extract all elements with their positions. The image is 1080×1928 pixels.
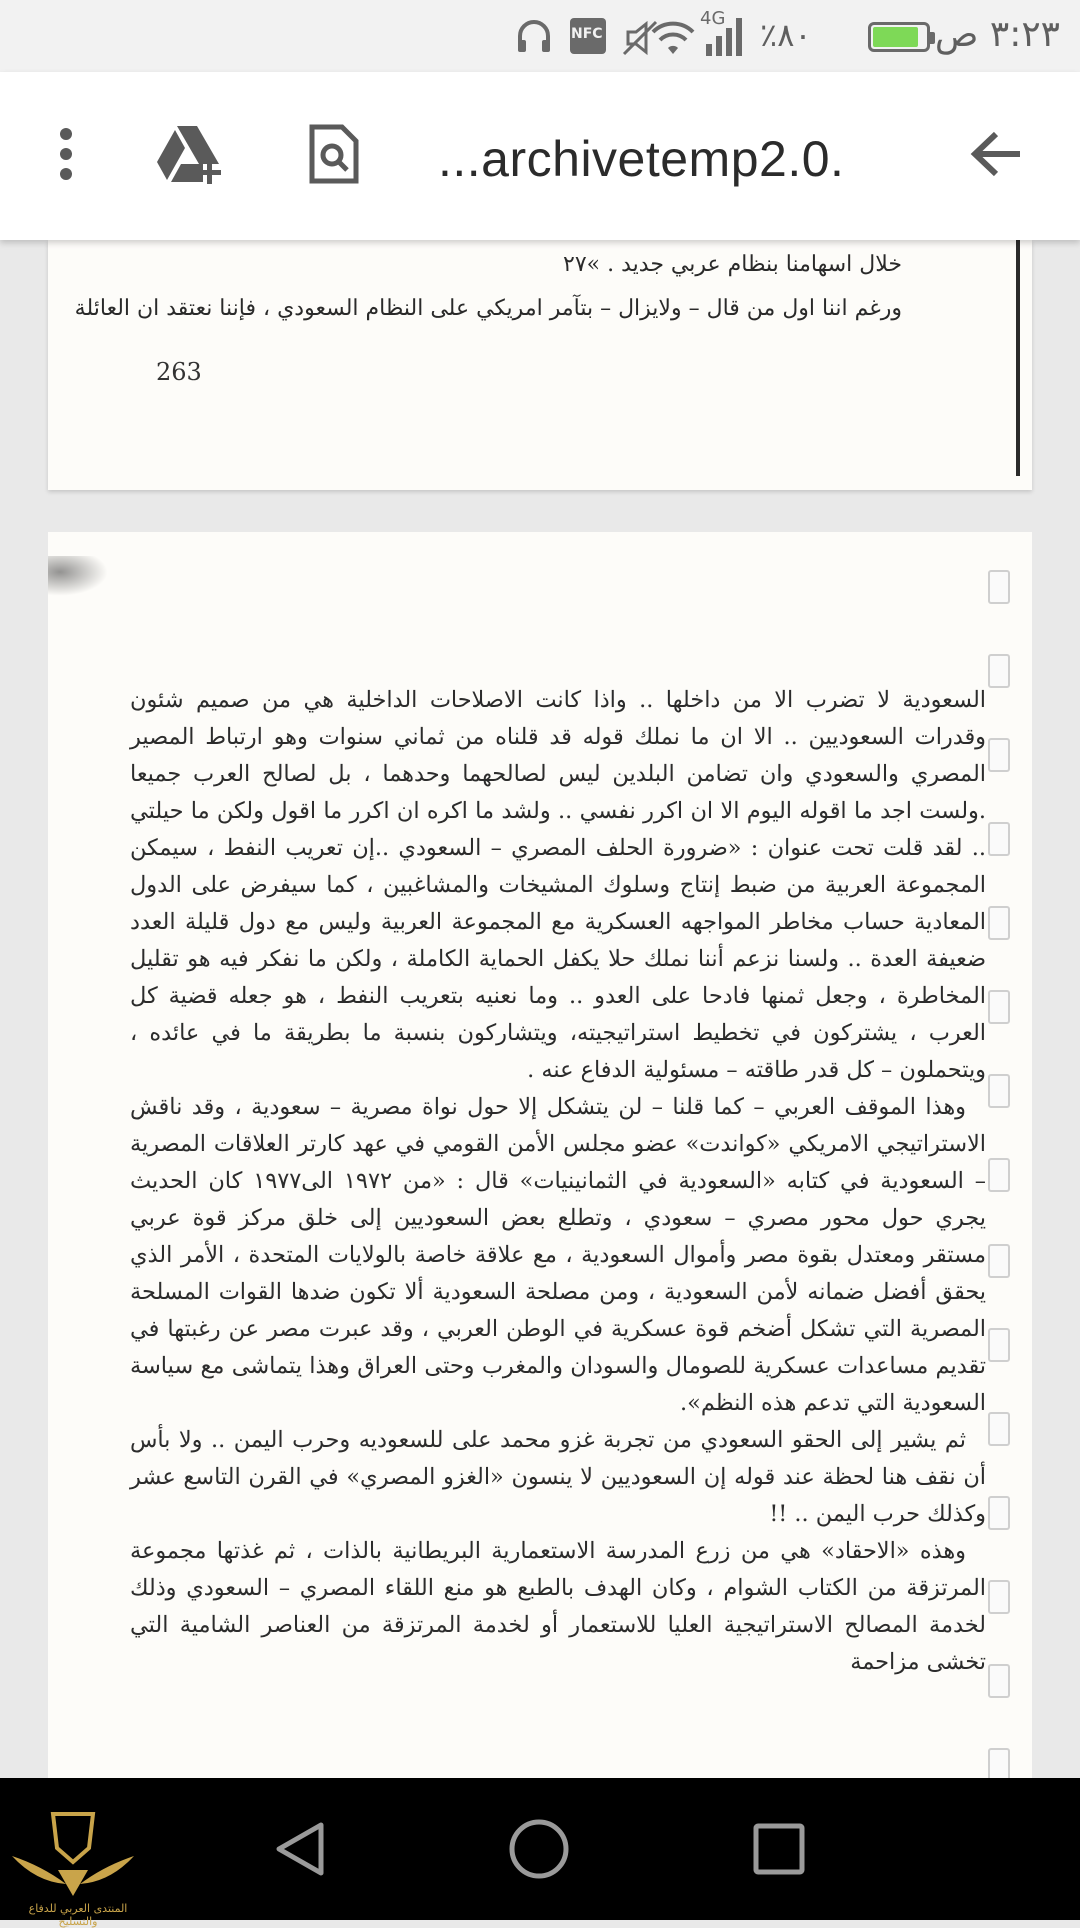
page-text-line: خلال اسهامنا بنظام عربي جديد . »٢٧ [563, 252, 902, 277]
paragraph: وهذه «الاحقاد» هي من زرع المدرسة الاستعمارية البريطانية بالذات ، ثم غذتها مجموعة المرتزقة من الكتاب الشوام ، وكان الهدف بالطبع هو منع اللقاء المصري – السعودي وذلك لخدمة المصالح الاستراتيجية العليا للاستعمار أو لخدمة المرتزقة من العناصر الشامية التي تخشى مزاحمة [130, 1538, 986, 1675]
scan-margin-box [988, 1580, 1010, 1614]
scan-margin-box [988, 1074, 1010, 1108]
signal-icon [700, 8, 752, 62]
scan-margin-box [988, 570, 1010, 604]
system-navigation-bar [0, 1778, 1080, 1920]
find-in-document-button[interactable] [292, 112, 376, 196]
nav-back-button[interactable] [256, 1804, 346, 1894]
headset-icon [514, 16, 554, 60]
back-triangle-icon [271, 1819, 331, 1879]
scan-margin-box [988, 738, 1010, 772]
network-type-label: 4G [700, 8, 726, 29]
page-number: 263 [156, 358, 202, 386]
nfc-label: NFC [571, 26, 603, 42]
scan-margin-box [988, 906, 1010, 940]
paragraph: وهذا الموقف العربي – كما قلنا – لن يتشكل إلا حول نواة مصرية – سعودية ، وقد ناقش الاستراتيجي الامريكي «كواندت» عضو مجلس الأمن القومي في عهد كارتر العلاقات المصرية – السعودية في كتابه «السعودية في الثمانينيات» قال : «من ١٩٧٢ الى١٩٧٧ كان الحديث يجري حول محور مصري – سعودي ، وتطلع بعض السعوديين إلى خلق مركز قوة عربي مستقر ومعتدل بقوة مصر وأموال السعودية ، مع علاقة خاصة بالولايات المتحدة ، الأمر الذي يحقق أفضل ضمانه لأمن السعودية ، ومن مصلحة السعودية ألا تكون ضدها القوات المسلحة المصرية التي تشكل أضخم قوة عسكرية في الوطن العربي ، وقد عبرت مصر عن رغبتها في تقديم مساعدات عسكرية للصومال والسودان والمغرب وحتى العراق وهذا يتماشى مع سياسة السعودية التي تدعم هذه النظم». [130, 1094, 986, 1416]
paragraph: ثم يشير إلى الحقو السعودي من تجربة غزو محمد على للسعوديه وحرب اليمن .. ولا بأس أن نقف هنا لحظة عند قوله إن السعوديين لا ينسون «الغزو المصري» في القرن التاسع عشر وكذلك حرب اليمن .. !! [130, 1427, 986, 1527]
scan-margin-box [988, 822, 1010, 856]
scan-margin-box [988, 1664, 1010, 1698]
search-document-icon [308, 123, 360, 185]
nfc-icon [568, 16, 608, 60]
nav-recents-button[interactable] [734, 1804, 824, 1894]
back-arrow-icon [970, 131, 1022, 177]
more-vert-icon [56, 126, 76, 182]
battery-level-fill [873, 27, 918, 47]
forum-watermark-logo [8, 1810, 138, 1928]
add-to-drive-button[interactable] [148, 112, 232, 196]
scan-smudge [48, 556, 108, 596]
drive-add-icon [155, 122, 225, 186]
back-button[interactable] [954, 112, 1038, 196]
document-page-263 [48, 532, 1032, 1778]
more-options-button[interactable] [24, 112, 108, 196]
page-body-text [130, 682, 986, 1681]
scan-margin-box [988, 1496, 1010, 1530]
scan-margin-box [988, 654, 1010, 688]
scan-margin-box [988, 990, 1010, 1024]
battery-icon [868, 22, 930, 52]
scan-margin-box [988, 1244, 1010, 1278]
nav-home-button[interactable] [494, 1804, 584, 1894]
document-page-262 [48, 240, 1032, 490]
scan-margin-box [988, 1748, 1010, 1778]
battery-percent: ٨٠٪ [760, 16, 812, 54]
recents-square-icon [752, 1822, 806, 1876]
scan-margin-box [988, 1412, 1010, 1446]
scan-margin-box [988, 1328, 1010, 1362]
paragraph: السعودية لا تضرب الا من داخلها .. واذا كانت الاصلاحات الداخلية هي من صميم شئون وقدرات السعوديين .. الا ان ما نملك قوله قد قلناه من ثماني سنوات وهو ارتباط المصير المصري والسعودي وان تضامن البلدين ليس لصالحهما وحدهما ، بل لصالح العرب جميعا .ولست اجد ما اقوله اليوم الا ان اكرر نفسي .. ولشد ما اكره ان اكرر ما اقول ولكن ما حيلتي .. لقد قلت تحت عنوان : «ضرورة الحلف المصري – السعودي ..إن تعريب النفط ، سيمكن المجموعة العربية من ضبط إنتاج وسلوك المشيخات والمشاغبين ، كما سيفرض على الدول المعادية حساب مخاطر المواجهه العسكرية مع المجموعة العربية وليس مع دول قليلة العدد ضعيفة العدة .. ولسنا نزعم أننا نملك حلا يكفل الحماية الكاملة ، ولكن ما نفكر فيه هو تقليل المخاطرة ، وجعل ثمنها فادحا على العدو .. وما نعنيه بتعريب النفط ، هو جعله قضية كل العرب ، يشتركون في تخطيط استراتيجيته، ويتشاركون بنسبة ما بطريقة ما في عائده ، ويتحملون – كل قدر طاقته – مسئولية الدفاع عنه . [130, 687, 986, 1083]
watermark-text: المنتدى العربي للدفاع والتسليح [28, 1902, 128, 1928]
status-bar [0, 0, 1080, 72]
app-toolbar [0, 72, 1080, 240]
home-circle-icon [508, 1818, 570, 1880]
scan-margin-box [988, 1158, 1010, 1192]
clock: ٣:٢٣ ص [934, 14, 1060, 55]
document-title: ...archivetemp2.0. [438, 131, 845, 187]
page-text-line: ورغم اننا اول من قال – ولايزال – بتآمر امريكي على النظام السعودي ، فإننا نعتقد ان العائلة [74, 296, 902, 321]
shield-wings-icon [8, 1810, 138, 1902]
page-margin-rule [1016, 240, 1020, 476]
vibrate-mute-icon [620, 18, 660, 62]
